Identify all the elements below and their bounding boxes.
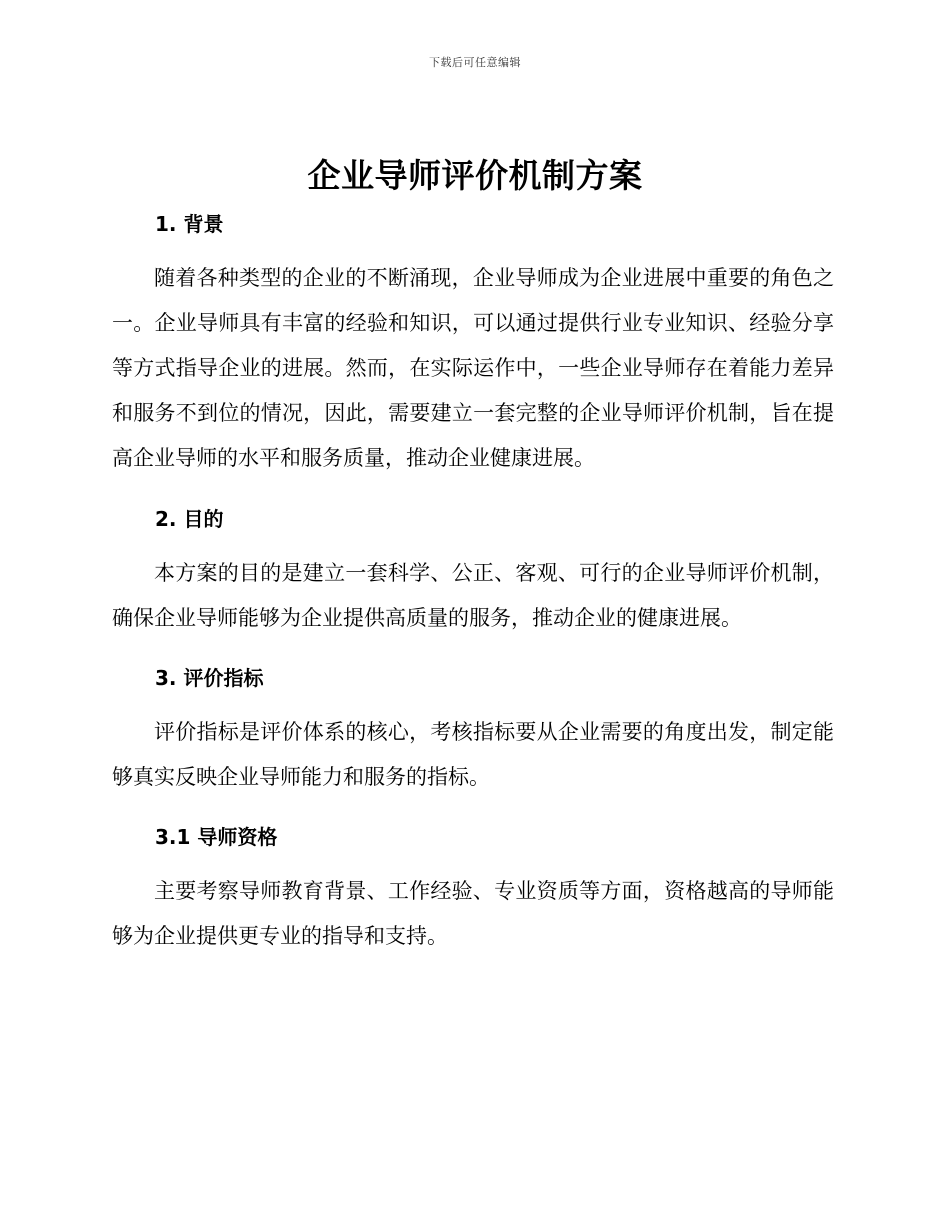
section-heading-qualification: 3.1 导师资格 — [155, 825, 278, 849]
section-paragraph-background: 随着各种类型的企业的不断涌现，企业导师成为企业进展中重要的角色之一。企业导师具有丰富的经验和知识，可以通过提供行业专业知识、经验分享等方式指导企业的进展。然而，在实际运作中，一些企业导师存在着能力差异和服务不到位的情况，因此，需要建立一套完整的企业导师评价机制，旨在提高企业导师的水平和服务质量，推动企业健康进展。 — [112, 266, 834, 470]
section-paragraph-purpose: 本方案的目的是建立一套科学、公正、客观、可行的企业导师评价机制，确保企业导师能够为企业提供高质量的服务，推动企业的健康进展。 — [112, 561, 834, 630]
section-heading-background: 1. 背景 — [155, 212, 224, 236]
section-paragraph-criteria: 评价指标是评价体系的核心，考核指标要从企业需要的角度出发，制定能够真实反映企业导师能力和服务的指标。 — [112, 720, 834, 789]
header-note: 下载后可任意编辑 — [429, 56, 521, 69]
section-paragraph-qualification: 主要考察导师教育背景、工作经验、专业资质等方面，资格越高的导师能够为企业提供更专业的指导和支持。 — [112, 879, 834, 948]
section-heading-purpose: 2. 目的 — [155, 507, 224, 531]
document-title: 企业导师评价机制方案 — [307, 156, 643, 195]
section-heading-criteria: 3. 评价指标 — [155, 666, 264, 690]
